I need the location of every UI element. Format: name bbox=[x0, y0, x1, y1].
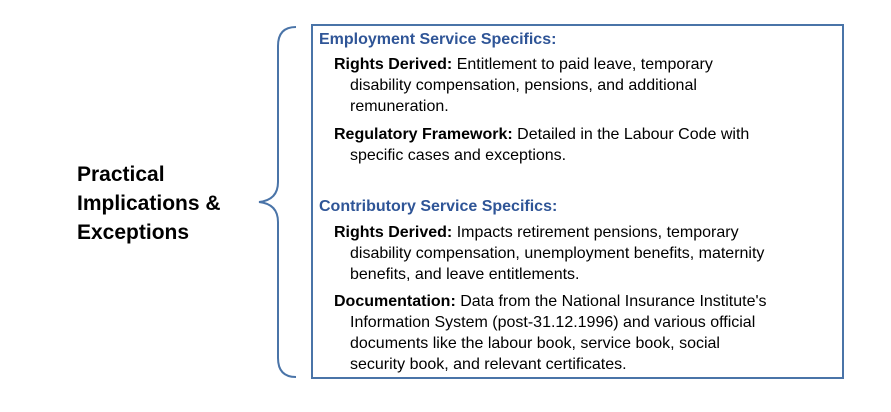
entry-term: Regulatory Framework: bbox=[334, 126, 513, 143]
entry-text: security book, and relevant certificates. bbox=[350, 356, 627, 373]
entry-text: Entitlement to paid leave, temporary bbox=[452, 56, 713, 73]
topic-line: Practical bbox=[77, 163, 165, 186]
details-panel bbox=[311, 24, 844, 379]
section-heading-employment: Employment Service Specifics: bbox=[319, 31, 557, 48]
topic-line: Exceptions bbox=[77, 221, 190, 244]
entry-text: benefits, and leave entitlements. bbox=[350, 266, 580, 283]
entry-text: remuneration. bbox=[350, 98, 449, 115]
main-topic-label bbox=[77, 160, 257, 247]
entry-contributory-documentation bbox=[334, 291, 840, 375]
curly-brace bbox=[255, 24, 305, 384]
entry-contributory-rights bbox=[334, 222, 840, 285]
section-heading-contributory: Contributory Service Specifics: bbox=[319, 198, 558, 215]
entry-text: disability compensation, unemployment benefits, maternity bbox=[350, 245, 765, 262]
entry-text: Data from the National Insurance Institute's bbox=[455, 293, 767, 310]
entry-text: disability compensation, pensions, and additional bbox=[350, 77, 697, 94]
topic-line: Implications & bbox=[77, 192, 221, 215]
entry-text: specific cases and exceptions. bbox=[350, 147, 567, 164]
entry-text: documents like the labour book, service book, social bbox=[350, 335, 720, 352]
entry-employment-rights bbox=[334, 54, 840, 117]
entry-term: Rights Derived: bbox=[334, 224, 453, 241]
entry-text: Information System (post-31.12.1996) and various official bbox=[350, 314, 756, 331]
entry-term: Rights Derived: bbox=[334, 56, 453, 73]
entry-term: Documentation: bbox=[334, 293, 456, 310]
entry-employment-regulatory bbox=[334, 124, 840, 166]
entry-text: Impacts retirement pensions, temporary bbox=[452, 224, 739, 241]
entry-text: Detailed in the Labour Code with bbox=[512, 126, 750, 143]
